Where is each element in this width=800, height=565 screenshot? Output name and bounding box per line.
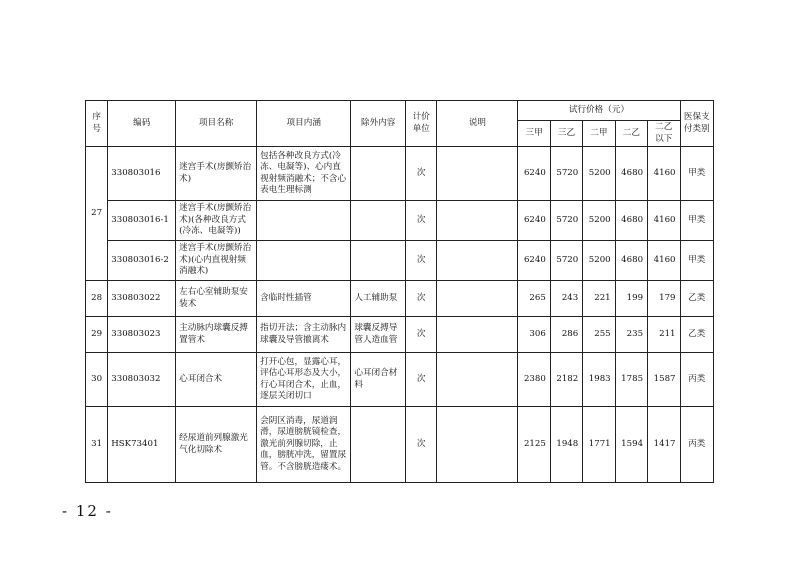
header-er-jia: 二甲 (583, 121, 615, 147)
cell-content: 含临时性插管 (257, 281, 351, 317)
cell-code: 330803023 (108, 317, 176, 353)
cell-content (257, 201, 351, 241)
cell-note (437, 407, 518, 483)
cell-unit: 次 (406, 407, 437, 483)
cell-code: 330803016-1 (108, 201, 176, 241)
page-number: - 12 - (62, 502, 113, 520)
cell-price-er-jia: 5200 (583, 147, 615, 201)
header-san-jia: 三甲 (518, 121, 550, 147)
header-note: 说明 (437, 101, 518, 147)
cell-seq: 29 (86, 317, 108, 353)
cell-exclude: 人工辅助泵 (351, 281, 406, 317)
cell-insurance: 乙类 (680, 281, 713, 317)
cell-price-er-yi-below: 4160 (648, 201, 680, 241)
header-price-group: 试行价格（元） (518, 101, 680, 121)
cell-price-er-yi-below: 1417 (648, 407, 680, 483)
cell-insurance: 丙类 (680, 353, 713, 407)
cell-unit: 次 (406, 147, 437, 201)
table-row (86, 317, 714, 353)
cell-price-er-yi-below: 4160 (648, 241, 680, 281)
table-row (86, 147, 714, 201)
cell-price-er-yi: 1785 (615, 353, 647, 407)
cell-price-er-yi-below: 179 (648, 281, 680, 317)
cell-price-san-yi: 5720 (550, 241, 582, 281)
cell-name: 心耳闭合术 (176, 353, 257, 407)
cell-price-er-jia: 221 (583, 281, 615, 317)
cell-name: 迷宫手术(房颤矫治术) (176, 147, 257, 201)
cell-content: 指切开法；含主动脉内球囊及导管撤离术 (257, 317, 351, 353)
cell-seq: 27 (86, 147, 108, 281)
cell-name: 主动脉内球囊反搏置管术 (176, 317, 257, 353)
cell-insurance: 乙类 (680, 317, 713, 353)
table-row (86, 353, 714, 407)
cell-unit: 次 (406, 281, 437, 317)
cell-price-er-jia: 255 (583, 317, 615, 353)
table-row (86, 407, 714, 483)
cell-seq: 30 (86, 353, 108, 407)
cell-price-san-yi: 5720 (550, 201, 582, 241)
cell-unit: 次 (406, 317, 437, 353)
cell-note (437, 147, 518, 201)
cell-price-er-yi: 4680 (615, 147, 647, 201)
cell-price-er-yi-below: 1587 (648, 353, 680, 407)
cell-note (437, 353, 518, 407)
cell-price-san-yi: 2182 (550, 353, 582, 407)
cell-exclude (351, 407, 406, 483)
cell-note (437, 281, 518, 317)
cell-content: 打开心包，显露心耳，评估心耳形态及大小，行心耳闭合术，止血，逐层关闭切口 (257, 353, 351, 407)
cell-price-san-jia: 2125 (518, 407, 550, 483)
cell-code: 330803016 (108, 147, 176, 201)
cell-price-er-jia: 1771 (583, 407, 615, 483)
cell-price-er-jia: 1983 (583, 353, 615, 407)
cell-insurance: 甲类 (680, 147, 713, 201)
cell-insurance: 甲类 (680, 241, 713, 281)
header-content: 项目内涵 (257, 101, 351, 147)
cell-unit: 次 (406, 353, 437, 407)
cell-seq: 28 (86, 281, 108, 317)
cell-price-san-yi: 1948 (550, 407, 582, 483)
header-name: 项目名称 (176, 101, 257, 147)
cell-content: 包括各种改良方式(冷冻、电凝等)、心内直视射频消融术；不含心表电生理标测 (257, 147, 351, 201)
cell-note (437, 317, 518, 353)
table-row (86, 241, 714, 281)
cell-name: 左右心室辅助泵安装术 (176, 281, 257, 317)
header-exclude: 除外内容 (351, 101, 406, 147)
cell-price-san-jia: 6240 (518, 241, 550, 281)
cell-price-san-jia: 6240 (518, 147, 550, 201)
cell-name: 经尿道前列腺激光气化切除术 (176, 407, 257, 483)
cell-insurance: 丙类 (680, 407, 713, 483)
price-table (85, 100, 714, 483)
cell-note (437, 241, 518, 281)
cell-seq: 31 (86, 407, 108, 483)
header-seq: 序号 (86, 101, 108, 147)
cell-price-er-yi: 235 (615, 317, 647, 353)
table-row (86, 281, 714, 317)
header-code: 编码 (108, 101, 176, 147)
cell-insurance: 甲类 (680, 201, 713, 241)
cell-content (257, 241, 351, 281)
cell-price-san-yi: 286 (550, 317, 582, 353)
cell-name: 迷宫手术(房颤矫治术)(心内直视射频消融术) (176, 241, 257, 281)
cell-unit: 次 (406, 201, 437, 241)
cell-price-san-jia: 2380 (518, 353, 550, 407)
cell-code: 330803022 (108, 281, 176, 317)
cell-price-er-yi-below: 4160 (648, 147, 680, 201)
cell-price-er-yi-below: 211 (648, 317, 680, 353)
cell-code: 330803016-2 (108, 241, 176, 281)
header-unit: 计价单位 (406, 101, 437, 147)
cell-price-er-yi: 199 (615, 281, 647, 317)
cell-price-san-jia: 6240 (518, 201, 550, 241)
cell-price-er-yi: 1594 (615, 407, 647, 483)
cell-unit: 次 (406, 241, 437, 281)
header-er-yi: 二乙 (615, 121, 647, 147)
cell-price-san-jia: 265 (518, 281, 550, 317)
header-insurance: 医保支付类别 (680, 101, 713, 147)
cell-code: HSK73401 (108, 407, 176, 483)
cell-price-er-yi: 4680 (615, 241, 647, 281)
header-san-yi: 三乙 (550, 121, 582, 147)
cell-exclude: 心耳闭合材料 (351, 353, 406, 407)
cell-note (437, 201, 518, 241)
cell-exclude (351, 201, 406, 241)
cell-price-er-yi: 4680 (615, 201, 647, 241)
header-er-yi-below: 二乙以下 (648, 121, 680, 147)
table-row (86, 201, 714, 241)
cell-exclude (351, 241, 406, 281)
cell-price-san-jia: 306 (518, 317, 550, 353)
cell-price-er-jia: 5200 (583, 241, 615, 281)
cell-exclude: 球囊反搏导管人造血管 (351, 317, 406, 353)
cell-content: 会阴区消毒，尿道润滑，尿道膀胱镜检查，激光前列腺切除，止血，膀胱冲洗，留置尿管。不含膀胱造瘘术。 (257, 407, 351, 483)
cell-price-san-yi: 243 (550, 281, 582, 317)
cell-name: 迷宫手术(房颤矫治术)(各种改良方式(冷冻、电凝等)) (176, 201, 257, 241)
cell-price-san-yi: 5720 (550, 147, 582, 201)
cell-price-er-jia: 5200 (583, 201, 615, 241)
cell-code: 330803032 (108, 353, 176, 407)
cell-exclude (351, 147, 406, 201)
